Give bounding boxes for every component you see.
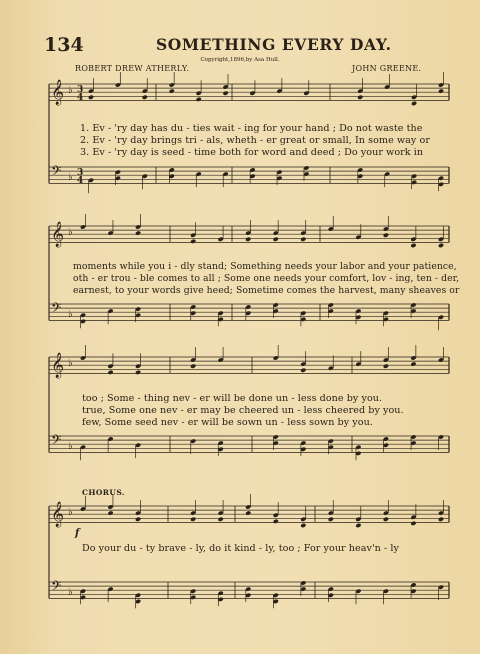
flat-sign: ♭ — [68, 441, 73, 452]
note-head — [410, 361, 416, 366]
note-head — [88, 95, 94, 100]
treble-clef: 𝄞 — [51, 502, 65, 527]
treble-clef: 𝄞 — [51, 80, 65, 105]
note-head — [300, 368, 306, 373]
note-head — [383, 364, 389, 369]
flat-sign: ♭ — [68, 507, 73, 518]
note-head — [245, 510, 251, 515]
note-head — [438, 517, 444, 522]
treble-clef: 𝄞 — [51, 353, 65, 378]
note-head — [190, 364, 196, 369]
verse-line-3-1: too ; Some - thing nev - er will be done un - less done by you. — [82, 393, 383, 404]
flat-sign: ♭ — [68, 172, 73, 183]
time-signature-top: 3 — [77, 168, 84, 178]
note-head — [328, 517, 334, 522]
copyright-notice: Copyright,1896,by Asa Hull. — [200, 57, 280, 63]
note-head — [273, 519, 279, 524]
flat-sign: ♭ — [68, 227, 73, 238]
verse-line-2-3: earnest, to your words give heed; Sometime comes the harvest, many sheaves or — [73, 285, 460, 296]
time-signature-top: 3 — [77, 85, 84, 95]
note-head — [273, 237, 279, 242]
note-head — [300, 523, 306, 528]
treble-clef: 𝄞 — [51, 222, 65, 247]
hymn-title: SOMETHING EVERY DAY. — [156, 35, 392, 54]
note-head — [107, 510, 113, 515]
verse-line-3-2: true, Some one nev - er may be cheered un - less cheered by you. — [82, 405, 404, 416]
note-head — [135, 230, 141, 235]
verse-line-2-1: moments while you i - dly stand; Something needs your labor and your patience, — [73, 261, 457, 272]
bass-clef: 𝄢 — [51, 432, 62, 451]
verse-line-1-3: 3. Ev - 'ry day is seed - time both for word and deed ; Do your work in — [80, 147, 424, 158]
note-head — [135, 370, 141, 375]
note-head — [357, 95, 363, 100]
verse-line-3-3: few, Some seed nev - er will be sown un - less sown by you. — [82, 417, 373, 428]
note-head — [196, 97, 202, 102]
note-head — [438, 243, 444, 248]
bass-clef: 𝄢 — [51, 300, 62, 319]
note-head — [142, 95, 148, 100]
note-head — [190, 517, 196, 522]
note-head — [223, 91, 229, 96]
bass-clef: 𝄢 — [51, 163, 62, 182]
note-head — [107, 370, 113, 375]
page-number: 134 — [44, 34, 84, 56]
verse-line-1-2: 2. Ev - 'ry day brings tri - als, wheth - er great or small, In some way or — [80, 135, 430, 146]
note-head — [355, 523, 361, 528]
note-head — [169, 88, 175, 93]
composer-credit: ROBERT DREW ATHERLY. — [75, 64, 190, 73]
chorus-label: CHORUS. — [82, 488, 125, 497]
note-head — [383, 517, 389, 522]
flat-sign: ♭ — [68, 309, 73, 320]
note-head — [245, 237, 251, 242]
note-head — [300, 237, 306, 242]
time-signature-bottom: 4 — [77, 176, 84, 186]
dynamic-marking: f — [75, 528, 80, 539]
flat-sign: ♭ — [68, 85, 73, 96]
note-head — [438, 88, 444, 93]
lyricist-credit: JOHN GREENE. — [352, 64, 422, 73]
flat-sign: ♭ — [68, 587, 73, 598]
flat-sign: ♭ — [68, 358, 73, 369]
note-head — [190, 239, 196, 244]
verse-line-1-1: 1. Ev - 'ry day has du - ties wait - ing for your hand ; Do not waste the — [80, 123, 423, 134]
time-signature-bottom: 4 — [77, 93, 84, 103]
note-head — [410, 243, 416, 248]
note-head — [410, 521, 416, 526]
note-head — [383, 233, 389, 238]
note-head — [218, 517, 224, 522]
bass-clef: 𝄢 — [51, 578, 62, 597]
verse-line-2-2: oth - er trou - ble comes to all ; Some one needs your comfort, lov - ing, ten - der, — [73, 273, 460, 284]
note-head — [411, 101, 417, 106]
note-head — [135, 517, 141, 522]
chorus-line: Do your du - ty brave - ly, do it kind - ly, too ; For your heav'n - ly — [82, 543, 399, 554]
